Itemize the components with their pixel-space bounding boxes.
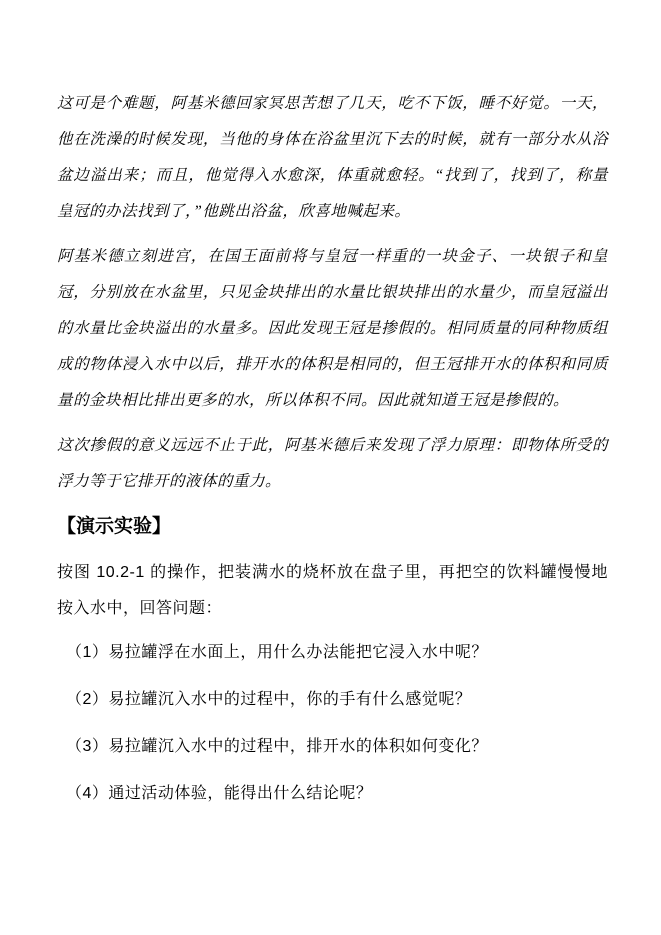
question-1: （1）易拉罐浮在水面上，用什么办法能把它浸入水中呢？ (66, 644, 488, 661)
paragraph-buoyancy-principle: 这次掺假的意义远远不止于此，阿基米德后来发现了浮力原理：即物体所受的浮力等于它排开的液体的重力。 (57, 437, 608, 490)
paragraph-archimedes-bath-story: 这可是个难题，阿基米德回家冥思苦想了几天，吃不下饭，睡不好觉。一天，他在洗澡的时候发现，当他的身体在浴盆里沉下去的时候，就有一部分水从浴盆边溢出来；而且，他觉得入水愈深，体重就愈轻。“找到了，找到了，称量皇冠的办法找到了，”他跳出浴盆，欣喜地喊起来。 (57, 95, 608, 220)
experiment-intro-text: 按图 10.2-1 的操作，把装满水的烧杯放在盘子里，再把空的饮料罐慢慢地按入水中，回答问题： (57, 564, 608, 617)
question-3: （3）易拉罐沉入水中的过程中，排开水的体积如何变化？ (66, 738, 488, 755)
section-heading-demo-experiment: 【演示实验】 (57, 516, 172, 537)
question-2: （2）易拉罐沉入水中的过程中，你的手有什么感觉呢？ (66, 691, 472, 708)
paragraph-crown-water-test: 阿基米德立刻进宫，在国王面前将与皇冠一样重的一块金子、一块银子和皇冠，分别放在水盆里，只见金块排出的水量比银块排出的水量少，而皇冠溢出的水量比金块溢出的水量多。因此发现王冠是掺假的。相同质量的同种物质组成的物体浸入水中以后，排开水的体积是相同的，但王冠排开水的体积和同质量的金块相比排出更多的水，所以体积不同。因此就知道王冠是掺假的。 (57, 248, 608, 409)
question-4: （4）通过活动体验，能得出什么结论呢？ (66, 785, 373, 802)
